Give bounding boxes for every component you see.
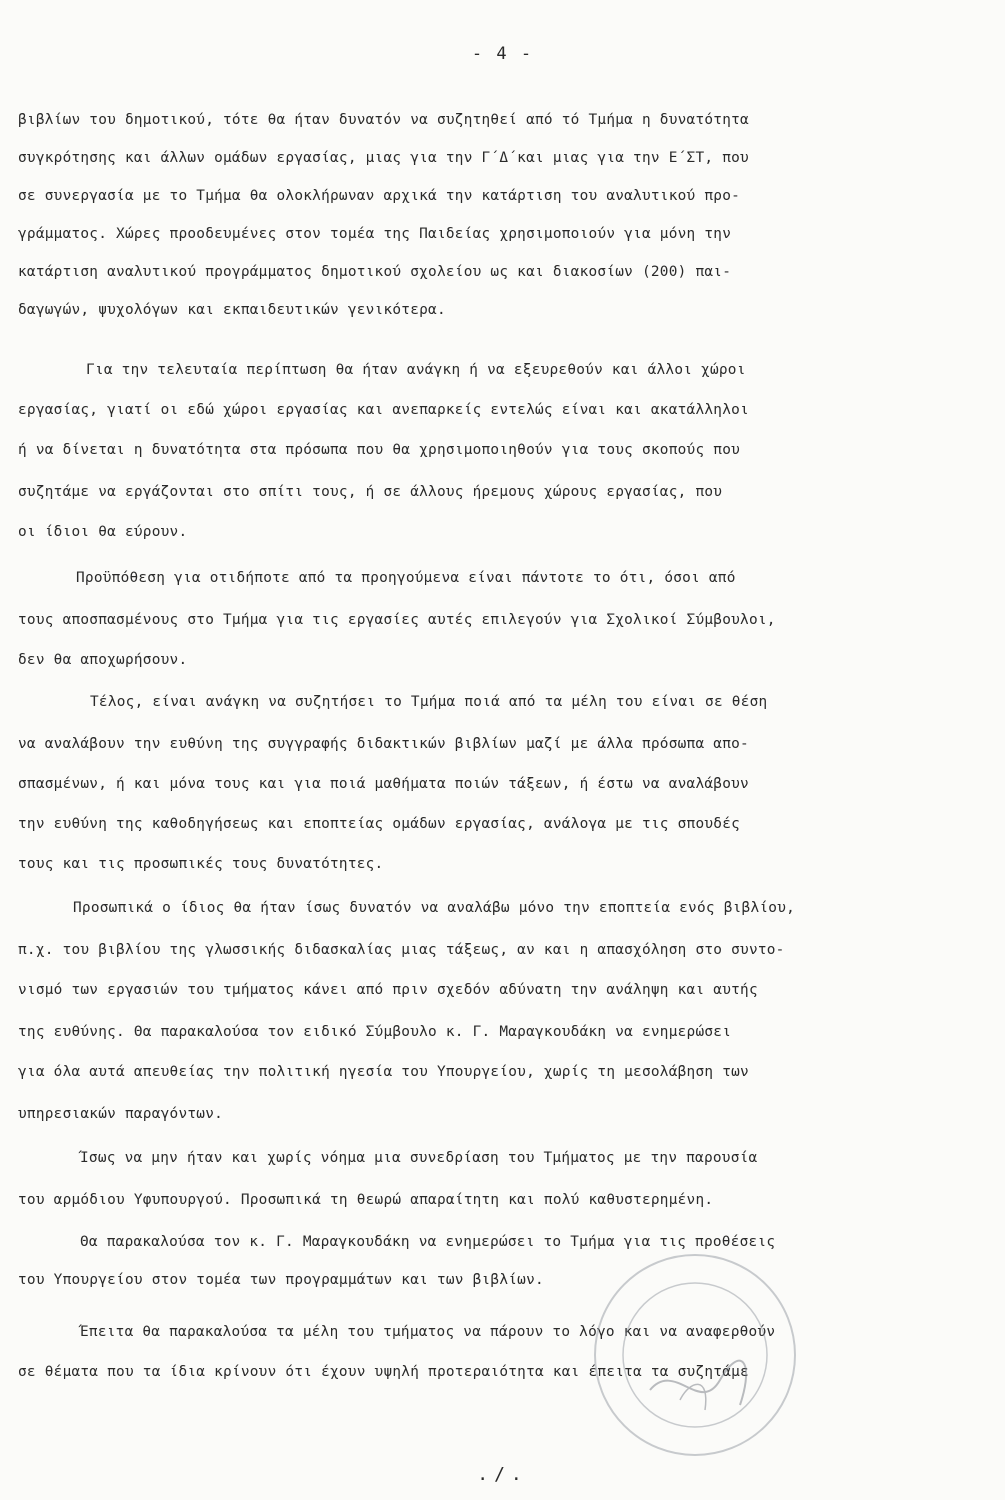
text-line: του αρμόδιου Υφυπουργού. Προσωπικά τη θεωρώ απαραίτητη και πολύ καθυστερημένη. — [18, 1192, 714, 1208]
text-line: τους και τις προσωπικές τους δυνατότητες. — [18, 856, 384, 872]
page-number: - 4 - — [471, 44, 534, 64]
text-line: για όλα αυτά απευθείας την πολιτική ηγεσία του Υπουργείου, χωρίς τη μεσολάβηση των — [18, 1064, 749, 1080]
text-line: π.χ. του βιβλίου της γλωσσικής διδασκαλίας μιας τάξεως, αν και η απασχόληση στο συντο- — [18, 942, 785, 958]
text-line: συγκρότησης και άλλων ομάδων εργασίας, μιας για την Γ΄Δ΄και μιας για την Ε΄ΣΤ, που — [18, 150, 749, 166]
text-line: να αναλάβουν την ευθύνη της συγγραφής διδακτικών βιβλίων μαζί με άλλα πρόσωπα απο- — [18, 736, 749, 752]
text-line: της ευθύνης. Θα παρακαλούσα τον ειδικό Σύμβουλο κ. Γ. Μαραγκουδάκη να ενημερώσει — [18, 1024, 732, 1040]
text-line: εργασίας, γιατί οι εδώ χώροι εργασίας και ανεπαρκείς εντελώς είναι και ακατάλληλοι — [18, 402, 749, 418]
text-line: Θα παρακαλούσα τον κ. Γ. Μαραγκουδάκη να ενημερώσει το Τμήμα για τις προθέσεις — [80, 1234, 776, 1250]
text-line: συζητάμε να εργάζονται στο σπίτι τους, ή σε άλλους ήρεμους χώρους εργασίας, που — [18, 484, 723, 500]
text-line: Τέλος, είναι ανάγκη να συζητήσει το Τμήμα ποιά από τα μέλη του είναι σε θέση — [90, 694, 768, 710]
text-line: υπηρεσιακών παραγόντων. — [18, 1106, 224, 1122]
text-line: δαγωγών, ψυχολόγων και εκπαιδευτικών γενικότερα. — [18, 302, 446, 318]
text-line: Ίσως να μην ήταν και χωρίς νόημα μια συνεδρίαση του Τμήματος με την παρουσία — [80, 1150, 758, 1166]
text-line: τους αποσπασμένους στο Τμήμα για τις εργασίες αυτές επιλεγούν για Σχολικοί Σύμβουλοι, — [18, 612, 776, 628]
text-line: σπασμένων, ή και μόνα τους και για ποιά μαθήματα ποιών τάξεων, ή έστω να αναλάβουν — [18, 776, 749, 792]
text-line: οι ίδιοι θα εύρουν. — [18, 524, 188, 540]
text-line: σε συνεργασία με το Τμήμα θα ολοκλήρωναν αρχικά την κατάρτιση του αναλυτικού προ- — [18, 188, 741, 204]
text-line: του Υπουργείου στον τομέα των προγραμμάτων και των βιβλίων. — [18, 1272, 544, 1288]
text-line: Έπειτα θα παρακαλούσα τα μέλη του τμήματος να πάρουν το λόγο και να αναφερθούν — [80, 1324, 776, 1340]
text-line: Προσωπικά ο ίδιος θα ήταν ίσως δυνατόν να αναλάβω μόνο την εποπτεία ενός βιβλίου, — [73, 900, 796, 916]
continuation-mark: ./. — [477, 1464, 528, 1485]
text-line: κατάρτιση αναλυτικού προγράμματος δημοτικού σχολείου ως και διακοσίων (200) παι- — [18, 264, 732, 280]
text-line: την ευθύνη της καθοδηγήσεως και εποπτείας ομάδων εργασίας, ανάλογα με τις σπουδές — [18, 816, 741, 832]
text-line: ή να δίνεται η δυνατότητα στα πρόσωπα που θα χρησιμοποιηθούν για τους σκοπούς που — [18, 442, 741, 458]
text-line: σε θέματα που τα ίδια κρίνουν ότι έχουν υψηλή προτεραιότητα και έπειτα τα συζητάμε — [18, 1364, 749, 1380]
text-line: Προϋπόθεση για οτιδήποτε από τα προηγούμενα είναι πάντοτε το ότι, όσοι από — [76, 570, 736, 586]
text-line: δεν θα αποχωρήσουν. — [18, 652, 188, 668]
official-stamp-icon — [580, 1240, 810, 1470]
text-line: Για την τελευταία περίπτωση θα ήταν ανάγκη ή να εξευρεθούν και άλλοι χώροι — [86, 362, 746, 378]
text-line: βιβλίων του δημοτικού, τότε θα ήταν δυνατόν να συζητηθεί από τό Τμήμα η δυνατότητα — [18, 112, 749, 128]
text-line: νισμό των εργασιών του τμήματος κάνει από πριν σχεδόν αδύνατη την ανάληψη και αυτής — [18, 982, 758, 998]
text-line: γράμματος. Χώρες προοδευμένες στον τομέα της Παιδείας χρησιμοποιούν για μόνη την — [18, 226, 732, 242]
